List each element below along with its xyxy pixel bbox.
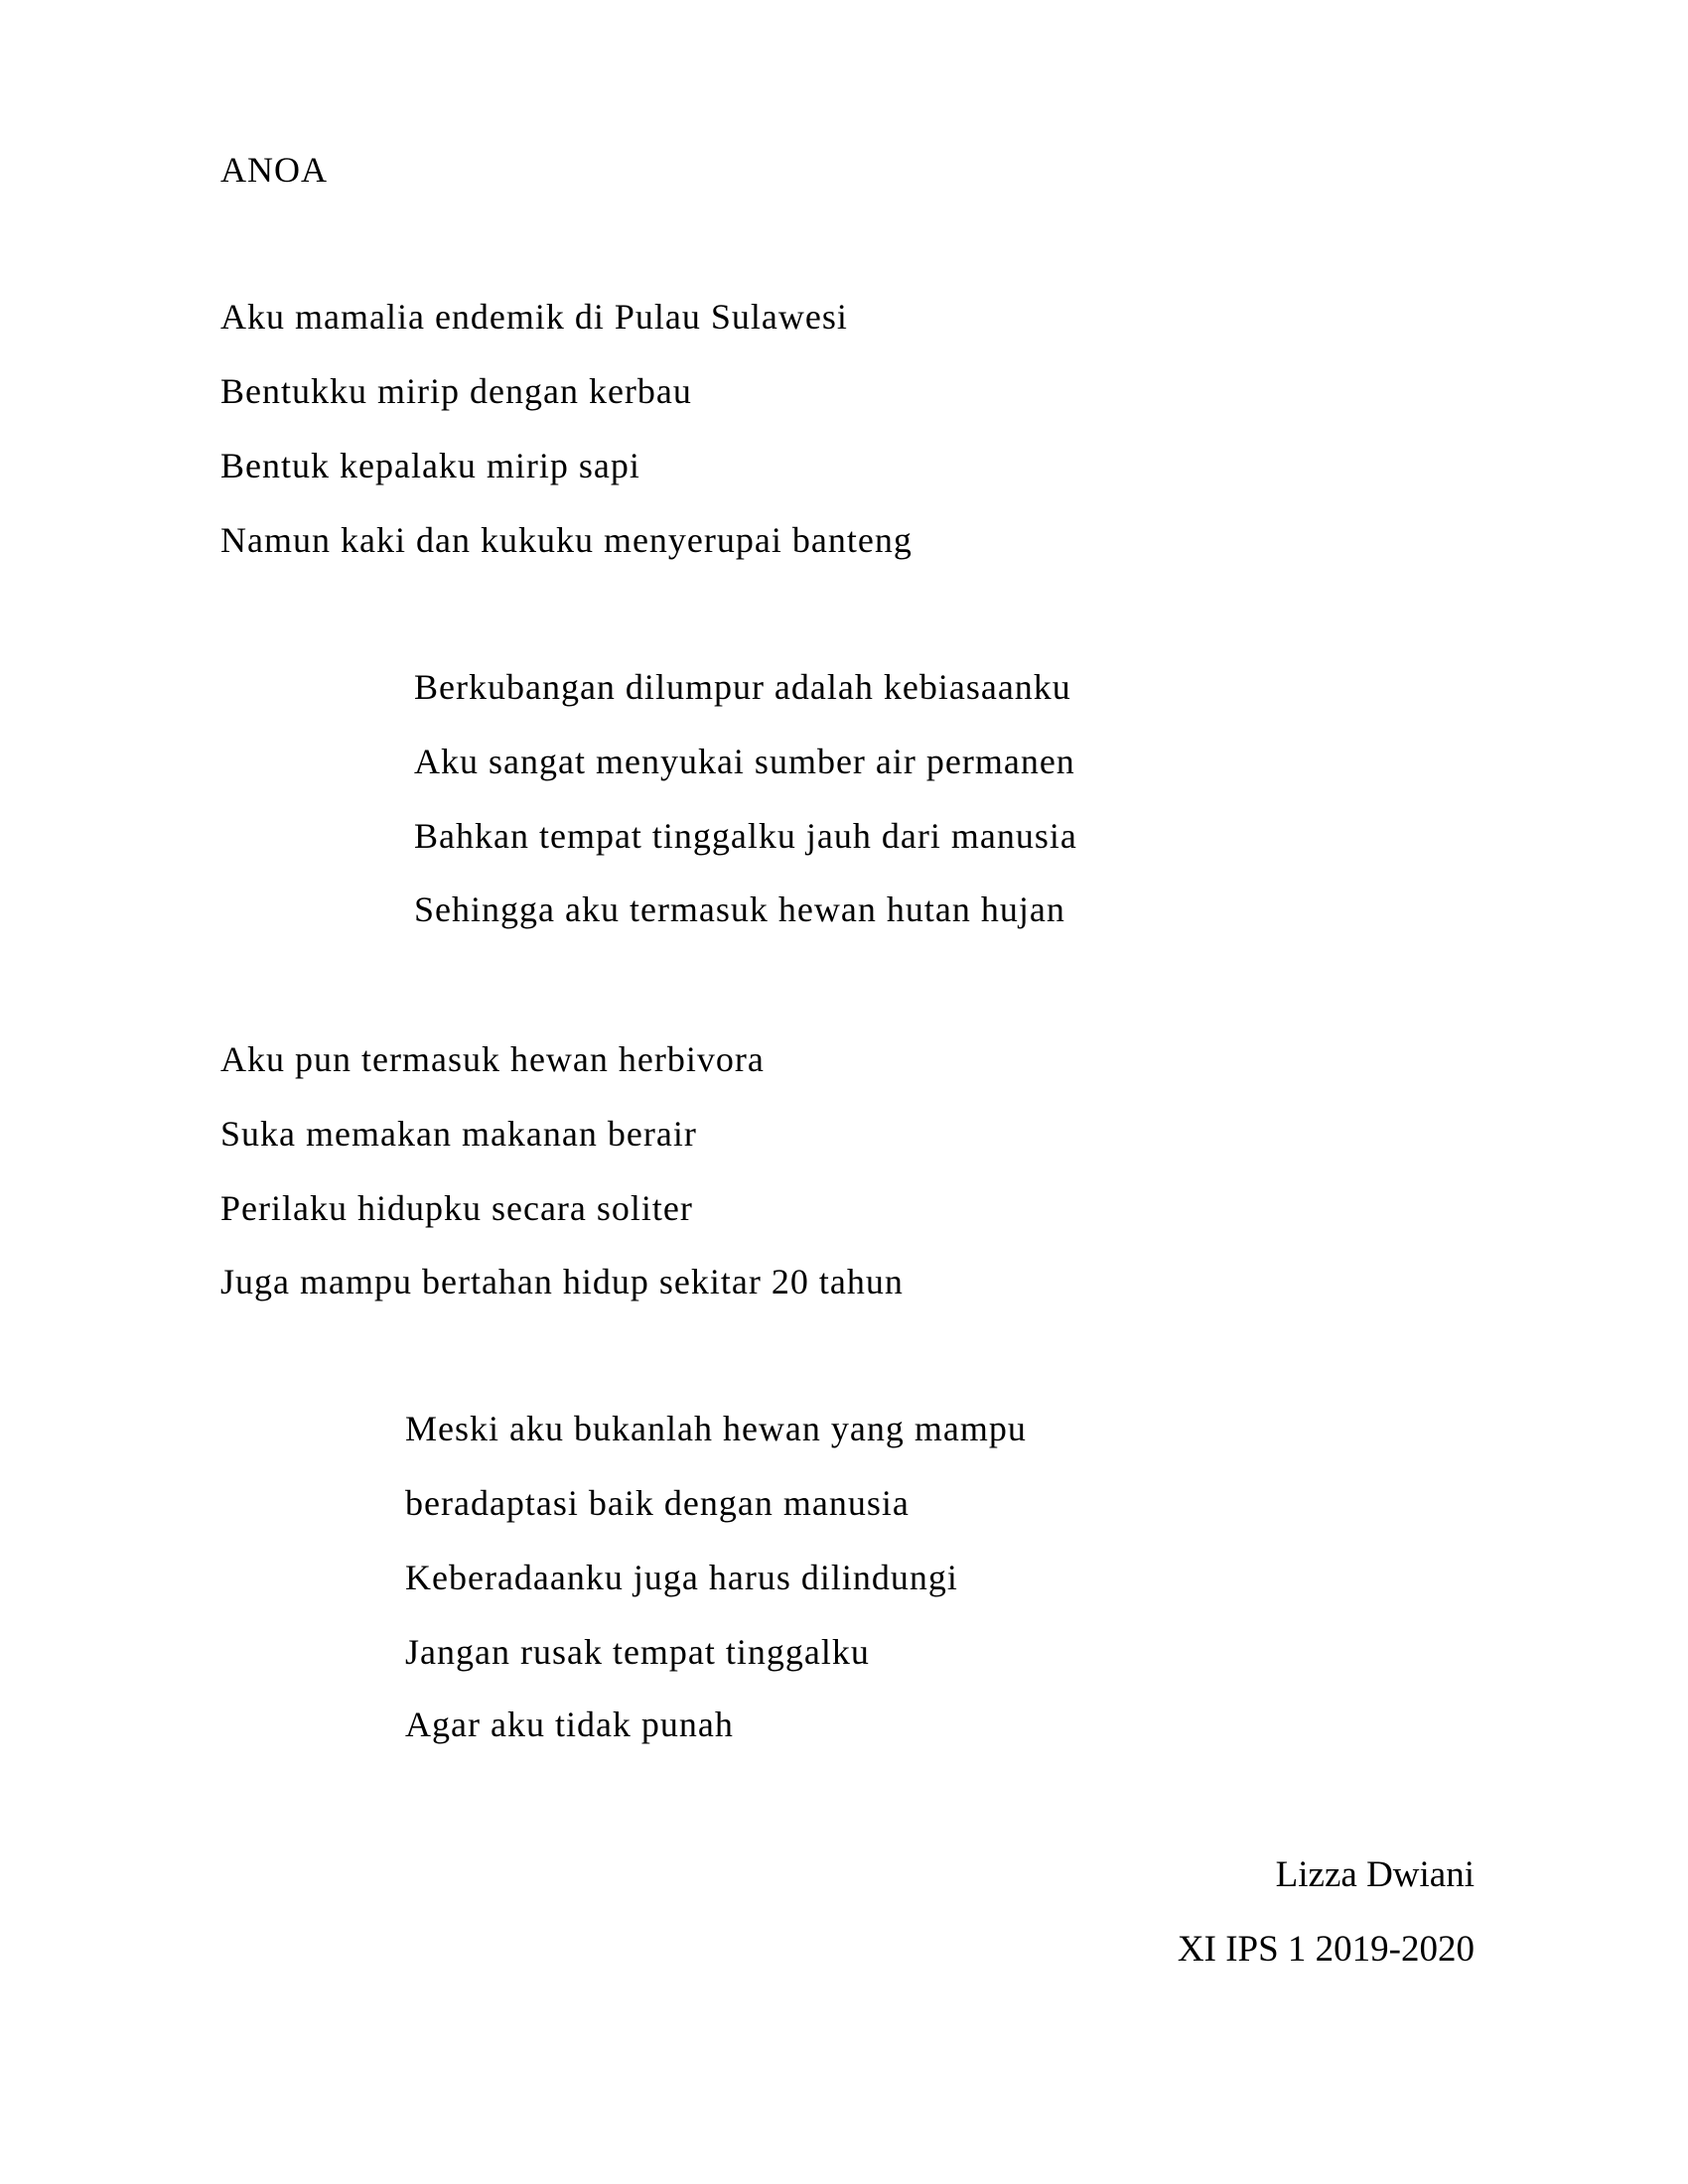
- author-class-year: XI IPS 1 2019-2020: [1177, 1929, 1475, 1970]
- poem-line: Sehingga aku termasuk hewan hutan hujan: [414, 889, 1065, 929]
- poem-line: Aku mamalia endemik di Pulau Sulawesi: [220, 297, 848, 337]
- poem-line: Keberadaanku juga harus dilindungi: [405, 1558, 958, 1597]
- poem-line: Bahkan tempat tinggalku jauh dari manusia: [414, 816, 1077, 856]
- poem-line: Suka memakan makanan berair: [220, 1114, 697, 1154]
- poem-line: Jangan rusak tempat tinggalku: [405, 1632, 870, 1672]
- poem-line: Bentukku mirip dengan kerbau: [220, 371, 692, 411]
- poem-line: Perilaku hidupku secara soliter: [220, 1188, 693, 1228]
- poem-line: Agar aku tidak punah: [405, 1705, 734, 1744]
- poem-line: Juga mampu bertahan hidup sekitar 20 tahun: [220, 1262, 904, 1301]
- poem-title: ANOA: [220, 150, 328, 190]
- poem-line: Aku pun termasuk hewan herbivora: [220, 1039, 765, 1079]
- author-name: Lizza Dwiani: [1275, 1854, 1475, 1895]
- poem-line: Aku sangat menyukai sumber air permanen: [414, 742, 1075, 781]
- poem-line: Bentuk kepalaku mirip sapi: [220, 446, 640, 485]
- poem-line: Berkubangan dilumpur adalah kebiasaanku: [414, 667, 1071, 707]
- poem-line: beradaptasi baik dengan manusia: [405, 1483, 910, 1523]
- poem-line: Namun kaki dan kukuku menyerupai banteng: [220, 520, 913, 560]
- poem-line: Meski aku bukanlah hewan yang mampu: [405, 1409, 1027, 1448]
